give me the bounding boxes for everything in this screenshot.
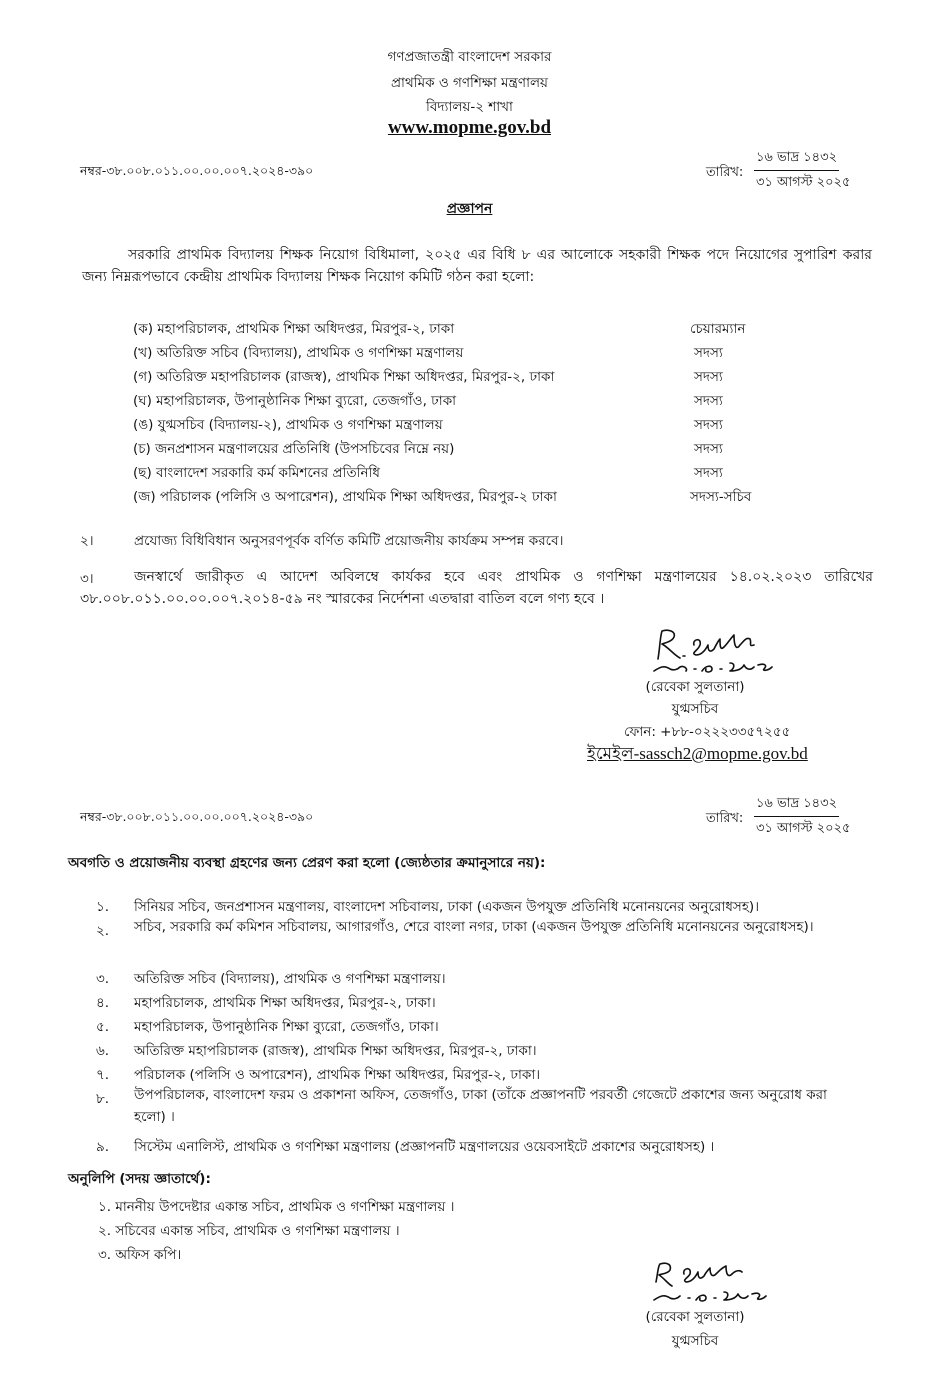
list-number: ৪. (96, 995, 110, 1011)
date-bangla: ১৬ ভাদ্র ১৪৩২ (754, 148, 839, 171)
page-title-wrap (0, 197, 939, 221)
committee-member: (জ) পরিচালক (পলিসি ও অপারেশন), প্রাথমিক শিক্ষা অধিদপ্তর, মিরপুর-২ ঢাকা (133, 489, 557, 505)
intro-paragraph: সরকারি প্রাথমিক বিদ্যালয় শিক্ষক নিয়োগ বিধিমালা, ২০২৫ এর বিধি ৮ এর আলোকে সহকারী শিক্ষক পদে নিয়োগের সুপারিশ করার জন্য নিম্নরূপভাবে কেন্দ্রীয় প্রাথমিক বিদ্যালয় শিক্ষক নিয়োগ কমিটি গঠন করা হলো: (82, 247, 872, 285)
committee-role: সদস্য (694, 345, 723, 361)
clause-number: ২। (80, 533, 94, 549)
committee-member: (ঙ) যুগ্মসচিব (বিদ্যালয়-২), প্রাথমিক ও গণশিক্ষা মন্ত্রণালয় (133, 417, 443, 433)
list-number: ৭. (96, 1067, 110, 1083)
list-item: অতিরিক্ত সচিব (বিদ্যালয়), প্রাথমিক ও গণশিক্ষা মন্ত্রণালয়। (134, 971, 446, 987)
clause-2-text: প্রযোজ্য বিধিবিধান অনুসরণপূর্বক বর্ণিত কমিটি প্রয়োজনীয় কার্যক্রম সম্পন্ন করবে। (134, 533, 564, 549)
copy-item: ৩. অফিস কপি। (98, 1247, 182, 1263)
signatory-designation: যুগ্মসচিব (671, 701, 719, 717)
list-number: ৬. (96, 1043, 110, 1059)
list-number: ৮. (96, 1091, 110, 1107)
list-number: ৫. (96, 1019, 110, 1035)
copy-heading: অনুলিপি (সদয় জ্ঞাতার্থে): (68, 1171, 211, 1187)
committee-role: সদস্য (694, 393, 723, 409)
committee-member: (ছ) বাংলাদেশ সরকারি কর্ম কমিশনের প্রতিনিধি (133, 465, 380, 481)
date-bangla: ১৬ ভাদ্র ১৪৩২ (754, 794, 839, 817)
list-item: উপপরিচালক, বাংলাদেশ ফরম ও প্রকাশনা অফিস, তেজগাঁও, ঢাকা (তাঁকে প্রজ্ঞাপনটি পরবর্তী গেজেটে প্রকাশের জন্য অনুরোধ করা হলো) । (134, 1087, 827, 1125)
list-number: ২. (96, 923, 110, 939)
date-english: ৩১ আগস্ট ২০২৫ (756, 821, 851, 836)
list-item: সিনিয়র সচিব, জনপ্রশাসন মন্ত্রণালয়, বাংলাদেশ সচিবালয়, ঢাকা (একজন উপযুক্ত প্রতিনিধি মনোনয়নের অনুরোধসহ)। (134, 899, 760, 915)
memo-number-2: নম্বর-৩৮.০০৮.০১১.০০.০০.০০৭.২০২৪-৩৯০ (80, 809, 314, 824)
date-label: তারিখ: (706, 811, 744, 826)
signatory-name: (রেবেকা সুলতানা) (645, 679, 745, 695)
list-item: মহাপরিচালক, প্রাথমিক শিক্ষা অধিদপ্তর, মিরপুর-২, ঢাকা। (134, 995, 436, 1011)
committee-member: (ঘ) মহাপরিচালক, উপানুষ্ঠানিক শিক্ষা ব্যুরো, তেজগাঁও, ঢাকা (133, 393, 457, 409)
list-item: সচিব, সরকারি কর্ম কমিশন সচিবালয়, আগারগাঁও, শেরে বাংলা নগর, ঢাকা (একজন উপযুক্ত প্রতিনিধি মনোনয়নের অনুরোধসহ)। (134, 919, 814, 935)
list-item: অতিরিক্ত মহাপরিচালক (রাজস্ব), প্রাথমিক শিক্ষা অধিদপ্তর, মিরপুর-২, ঢাকা। (134, 1043, 537, 1059)
list-item: সিস্টেম এনালিস্ট, প্রাথমিক ও গণশিক্ষা মন্ত্রণালয় (প্রজ্ঞাপনটি মন্ত্রণালয়ের ওয়েবসাইটে প্রকাশের অনুরোধসহ) । (134, 1139, 715, 1155)
copy-item: ১. মাননীয় উপদেষ্টার একান্ত সচিব, প্রাথমিক ও গণশিক্ষা মন্ত্রণালয় । (98, 1199, 455, 1215)
committee-member: (গ) অতিরিক্ত মহাপরিচালক (রাজস্ব), প্রাথমিক শিক্ষা অধিদপ্তর, মিরপুর-২, ঢাকা (133, 369, 555, 385)
signatory-email[interactable]: ইমেইল-sassch2@mopme.gov.bd (587, 744, 808, 763)
copy-item: ২. সচিবের একান্ত সচিব, প্রাথমিক ও গণশিক্ষা মন্ত্রণালয় । (98, 1223, 400, 1239)
committee-role: চেয়ারম্যান (690, 321, 746, 337)
memo-number: নম্বর-৩৮.০০৮.০১১.০০.০০.০০৭.২০২৪-৩৯০ (80, 163, 314, 178)
clause-3-text: জনস্বার্থে জারীকৃত এ আদেশ অবিলম্বে কার্যকর হবে এবং প্রাথমিক ও গণশিক্ষা মন্ত্রণালয়ের ১৪.০২.২০২৩ তারিখের ৩৮.০০৮.০১১.০০.০০.০০৭.২০১৪-৫৯ নং স্মারকের নির্দেশনা এতদ্বারা বাতিল বলে গণ্য হবে । (80, 569, 873, 607)
committee-member: (খ) অতিরিক্ত সচিব (বিদ্যালয়), প্রাথমিক ও গণশিক্ষা মন্ত্রণালয় (133, 345, 464, 361)
clause-number: ৩। (80, 571, 94, 587)
list-number: ৩. (96, 971, 110, 987)
committee-role: সদস্য (694, 441, 723, 457)
signature-image (650, 1260, 800, 1306)
signature-image (650, 625, 815, 675)
committee-role: সদস্য (694, 369, 723, 385)
signatory-name-2: (রেবেকা সুলতানা) (645, 1309, 745, 1325)
list-item: পরিচালক (পলিসি ও অপারেশন), প্রাথমিক শিক্ষা অধিদপ্তর, মিরপুর-২, ঢাকা। (134, 1067, 541, 1083)
ministry-name: প্রাথমিক ও গণশিক্ষা মন্ত্রণালয় (390, 75, 549, 91)
gov-name: গণপ্রজাতন্ত্রী বাংলাদেশ সরকার (387, 49, 552, 65)
list-number: ১. (96, 899, 110, 915)
committee-member: (ক) মহাপরিচালক, প্রাথমিক শিক্ষা অধিদপ্তর, মিরপুর-২, ঢাকা (133, 321, 455, 337)
committee-member: (চ) জনপ্রশাসন মন্ত্রণালয়ের প্রতিনিধি (উপসচিবের নিম্নে নয়) (133, 441, 455, 457)
date-label: তারিখ: (706, 165, 744, 180)
website-link-wrap (0, 117, 939, 139)
list-item: মহাপরিচালক, উপানুষ্ঠানিক শিক্ষা ব্যুরো, তেজগাঁও, ঢাকা। (134, 1019, 439, 1035)
date-english: ৩১ আগস্ট ২০২৫ (756, 175, 851, 190)
signatory-phone: ফোন: +৮৮-০২২২৩৩৫৭২৫৫ (624, 724, 791, 740)
signatory-designation-2: যুগ্মসচিব (671, 1333, 719, 1349)
committee-role: সদস্য-সচিব (690, 489, 752, 505)
committee-role: সদস্য (694, 465, 723, 481)
page-title: প্রজ্ঞাপন (446, 201, 493, 217)
website-link[interactable]: www.mopme.gov.bd (387, 117, 552, 138)
list-number: ৯. (96, 1139, 110, 1155)
distribution-heading: অবগতি ও প্রয়োজনীয় ব্যবস্থা গ্রহণের জন্য প্রেরণ করা হলো (জ্যেষ্ঠতার ক্রমানুসারে নয়): (68, 855, 546, 871)
section-name: বিদ্যালয়-২ শাখা (426, 99, 513, 115)
committee-role: সদস্য (694, 417, 723, 433)
